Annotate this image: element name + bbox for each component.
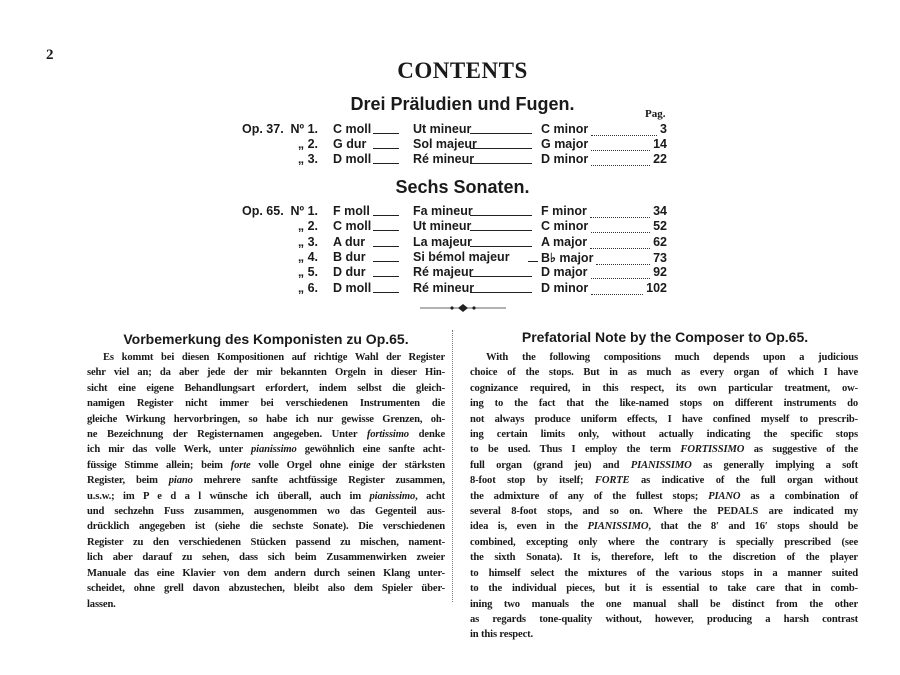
piece-number: „ 6. xyxy=(297,281,318,295)
contents-row xyxy=(0,152,900,167)
text-segment: as suggestive of the xyxy=(744,444,858,456)
contents-entry-english xyxy=(541,204,667,218)
dash-leader xyxy=(373,204,399,216)
page-link[interactable]: 3 xyxy=(660,122,667,136)
key-french: La majeur xyxy=(413,235,473,249)
key-english: D major xyxy=(541,265,588,279)
text-line xyxy=(470,627,858,642)
italic-term: FORTISSIMO xyxy=(680,444,745,456)
dash-leader xyxy=(470,235,532,247)
text-line xyxy=(87,504,445,519)
text-line xyxy=(87,412,445,427)
dash-leader xyxy=(373,152,399,164)
text-segment: , that the 8′ and 16′ stops should be xyxy=(648,521,858,533)
text-line xyxy=(87,396,445,411)
italic-term: PIANISSIMO xyxy=(587,521,649,533)
text-line xyxy=(470,427,858,442)
italic-term: pianissimo xyxy=(369,490,416,502)
dash-leader xyxy=(373,235,399,247)
text-segment: Es kommt bei diesen Kompositionen auf richtige Wahl der Register xyxy=(103,352,445,363)
piece-number: „ 5. xyxy=(297,265,318,279)
text-segment: denke xyxy=(408,429,445,441)
english-note-heading: Prefatorial Note by the Composer to Op.65. xyxy=(521,329,809,345)
text-line xyxy=(87,581,445,596)
contents-row xyxy=(0,250,900,265)
text-segment: the sixth Sonata). It is, therefore, left to the discretion of the player xyxy=(470,552,858,564)
text-segment: sehr viel an; da aber jede der mir bekannten Orgeln in dieser Hin- xyxy=(87,367,445,379)
italic-term: forte xyxy=(230,459,251,471)
italic-term: pianissimo xyxy=(251,444,297,456)
key-french: Fa mineur xyxy=(413,204,473,218)
key-german: D moll xyxy=(333,152,372,166)
dot-leader xyxy=(591,284,643,295)
page-link[interactable]: 92 xyxy=(653,265,667,279)
text-segment: as generally implying a soft xyxy=(691,459,858,471)
ornament-divider xyxy=(420,303,506,313)
page-link[interactable]: 73 xyxy=(653,251,667,265)
text-line xyxy=(87,519,445,534)
piece-number: Nº 1. xyxy=(290,204,318,218)
text-segment: as a combination of xyxy=(740,490,858,502)
text-line xyxy=(470,612,858,627)
page-link[interactable]: 14 xyxy=(653,137,667,151)
key-english: G major xyxy=(541,137,589,151)
text-segment: und sechzehn Fuss zusammen, ausgenommen wo das Gegenteil aus- xyxy=(87,506,445,518)
english-note-body xyxy=(470,350,858,643)
page-link[interactable]: 22 xyxy=(653,152,667,166)
text-segment: as indicative of the full organ without xyxy=(629,475,858,487)
text-segment: Register, beim xyxy=(87,475,169,487)
key-german: B dur xyxy=(333,250,366,264)
key-french: Si bémol majeur xyxy=(413,250,510,264)
text-segment: to be used. Thus I employ the term xyxy=(470,444,681,456)
text-segment: ing to the fact that the like-named stops on different instruments do xyxy=(470,398,858,410)
key-english: A major xyxy=(541,235,588,249)
text-segment: gleiche Wirkung hervorbringen, so habe ich nur gewisse Grenzen, oh- xyxy=(87,413,445,425)
piece-number: „ 3. xyxy=(297,235,318,249)
text-segment: gewöhnlich eine sanfte acht- xyxy=(296,444,445,456)
text-line xyxy=(87,350,445,365)
text-line xyxy=(470,442,858,457)
column-divider xyxy=(452,330,453,602)
piece-number: Nº 1. xyxy=(290,122,318,136)
text-line xyxy=(87,566,445,581)
key-english: F minor xyxy=(541,204,587,218)
text-segment: sicht eine eigene Behandlungsart erfordert, indem selbst die gleich- xyxy=(87,382,445,394)
dot-leader xyxy=(591,155,650,166)
text-line xyxy=(470,597,858,612)
dot-leader xyxy=(591,140,650,151)
key-english: D minor xyxy=(541,281,589,295)
dash-leader xyxy=(373,250,399,262)
key-german: D dur xyxy=(333,265,366,279)
text-segment: 8-foot stop by itself; xyxy=(470,475,595,487)
key-french: Sol majeur xyxy=(413,137,477,151)
text-segment: ing certain limits only, without actually indicating the specific stops xyxy=(470,429,858,441)
italic-term: PIANO xyxy=(708,490,741,502)
text-segment: drücklich angegeben ist (siehe die sechste Sonate). Die verschiedenen xyxy=(87,521,445,533)
piece-number: „ 2. xyxy=(297,219,318,233)
contents-row xyxy=(0,204,900,219)
section-heading-sonatas: Sechs Sonaten. xyxy=(395,177,530,197)
section-heading-preludes: Drei Präludien und Fugen. xyxy=(350,94,575,114)
contents-entry-english xyxy=(541,137,667,151)
text-segment: volle Orgel ohne einige der stärksten xyxy=(250,459,445,471)
text-segment: füssige Stimme allein; beim xyxy=(87,459,231,471)
contents-entry-english xyxy=(541,265,667,279)
page-link[interactable]: 34 xyxy=(653,204,667,218)
key-german: F moll xyxy=(333,204,370,218)
text-line xyxy=(87,427,445,442)
text-segment: scheidet, ohne grell davon abzustechen, bleibt also dem Spieler über- xyxy=(87,583,445,595)
dash-leader xyxy=(470,281,532,293)
text-line xyxy=(470,381,858,396)
text-segment: ich mir das volle Werk, unter xyxy=(87,444,251,456)
text-line xyxy=(470,489,858,504)
key-german: C moll xyxy=(333,219,372,233)
italic-term: piano xyxy=(168,475,193,487)
contents-entry-english xyxy=(541,250,667,265)
text-line xyxy=(87,365,445,380)
key-french: Ré majeur xyxy=(413,265,474,279)
text-segment: combined, excepting only where the contrary is specially prescribed (see xyxy=(470,536,858,548)
text-segment: not always produce uniform effects, I have confined myself to prescrib- xyxy=(470,413,858,425)
key-french: Ré mineur xyxy=(413,152,475,166)
text-segment: to the individual pieces, but it is essential to take care that in comb- xyxy=(470,583,858,595)
text-line xyxy=(470,396,858,411)
dot-leader xyxy=(591,222,650,233)
text-line xyxy=(470,504,858,519)
text-line xyxy=(470,581,858,596)
dash-leader xyxy=(470,122,532,134)
text-line xyxy=(470,519,858,534)
dash-leader xyxy=(470,219,532,231)
page-title: CONTENTS xyxy=(397,58,528,83)
dash-leader xyxy=(373,122,399,134)
text-line xyxy=(470,350,858,365)
text-segment: cognizance required, in this respect, its own particular treatment, ow- xyxy=(470,382,858,394)
text-line xyxy=(87,458,445,473)
dash-leader xyxy=(470,152,532,164)
contents-row xyxy=(0,281,900,296)
contents-entry-english xyxy=(541,152,667,166)
text-line xyxy=(470,566,858,581)
text-line xyxy=(87,489,445,504)
text-segment: lich aber darauf zu sehen, dass sich beim Zusammenwirken zweier xyxy=(87,552,445,564)
text-segment: choice of the stops. But in as much as every organ of which I have xyxy=(470,367,858,379)
key-french: Ut mineur xyxy=(413,122,472,136)
italic-term: PIANISSIMO xyxy=(630,459,692,471)
text-line xyxy=(470,365,858,380)
dash-leader xyxy=(373,219,399,231)
text-segment: in this respect. xyxy=(470,629,534,641)
key-german: G dur xyxy=(333,137,367,151)
contents-entry-english xyxy=(541,281,667,295)
text-line xyxy=(470,412,858,427)
opus-number: Op. 37. xyxy=(242,122,284,136)
text-segment: to himself select the mixtures of the various stops in a manner suited xyxy=(470,567,858,579)
german-note-body xyxy=(87,350,445,612)
dash-leader xyxy=(373,137,399,149)
text-line xyxy=(470,550,858,565)
italic-term: fortissimo xyxy=(366,429,409,441)
page-link[interactable]: 62 xyxy=(653,235,667,249)
text-segment: Manuale das eine Klavier von dem andern durch seinen Klang unter- xyxy=(87,567,445,579)
opus-number: Op. 65. xyxy=(242,204,284,218)
text-segment: several 8-foot stops, and so on. Where the PEDALS are indicated my xyxy=(470,506,858,518)
contents-row xyxy=(0,235,900,250)
text-segment: , acht xyxy=(415,490,445,502)
key-german: C moll xyxy=(333,122,372,136)
contents-row xyxy=(0,219,900,234)
dot-leader xyxy=(591,268,651,279)
contents-row xyxy=(0,265,900,280)
text-segment: namigen Register nicht immer bei verschiedenen Instrumenten die xyxy=(87,398,445,410)
dot-leader xyxy=(591,125,657,136)
text-line xyxy=(470,458,858,473)
text-line xyxy=(470,535,858,550)
text-line xyxy=(87,535,445,550)
key-german: A dur xyxy=(333,235,366,249)
piece-number: „ 2. xyxy=(297,137,318,151)
page-link[interactable]: 102 xyxy=(646,281,667,295)
text-line xyxy=(87,597,445,612)
text-line xyxy=(470,473,858,488)
piece-number: „ 4. xyxy=(297,250,318,264)
contents-entry-english xyxy=(541,122,667,136)
text-segment: Register zu den verschiedenen Stücken passend zu mischen, nament- xyxy=(87,536,445,548)
text-line xyxy=(87,550,445,565)
dash-leader xyxy=(470,137,532,149)
text-segment: u.s.w.; im P e d a l wünsche ich überall, auch im xyxy=(87,490,370,502)
text-segment: the admixture of any of the fullest stops; xyxy=(470,490,709,502)
key-french: Ut mineur xyxy=(413,219,472,233)
text-segment: as regards tone-quality without, however, producing a harsh contrast xyxy=(470,613,858,625)
key-english: C minor xyxy=(541,122,589,136)
text-segment: With the following compositions much depends upon a judicious xyxy=(486,352,858,363)
page-column-label: Pag. xyxy=(645,108,666,120)
dash-leader xyxy=(528,250,538,262)
german-note-heading: Vorbemerkung des Komponisten zu Op.65. xyxy=(123,331,409,347)
key-english: D minor xyxy=(541,152,589,166)
page-number: 2 xyxy=(46,47,54,63)
dot-leader xyxy=(590,207,650,218)
dot-leader xyxy=(596,254,650,265)
contents-row xyxy=(0,137,900,152)
text-segment: ining two manuals the one manual shall be distinct from the other xyxy=(470,598,858,610)
text-segment: lassen. xyxy=(87,598,116,610)
page-link[interactable]: 52 xyxy=(653,219,667,233)
dash-leader xyxy=(470,204,532,216)
text-segment: full organ (grand jeu) and xyxy=(470,459,631,471)
dot-leader xyxy=(590,238,650,249)
dash-leader xyxy=(373,265,399,277)
text-line xyxy=(87,381,445,396)
contents-entry-english xyxy=(541,235,667,249)
italic-term: FORTE xyxy=(594,475,630,487)
text-line xyxy=(87,442,445,457)
contents-row xyxy=(0,122,900,137)
text-segment: idea is, even in the xyxy=(470,521,588,533)
key-french: Ré mineur xyxy=(413,281,475,295)
piece-number: „ 3. xyxy=(297,152,318,166)
contents-entry-english xyxy=(541,219,667,233)
key-english: C minor xyxy=(541,219,589,233)
text-segment: ne Bezeichnung der Registernamen angegeben. Unter xyxy=(87,429,367,441)
key-german: D moll xyxy=(333,281,372,295)
text-line xyxy=(87,473,445,488)
dash-leader xyxy=(470,265,532,277)
dash-leader xyxy=(373,281,399,293)
text-segment: mehrere sanfte achtfüssige Register zusammen, xyxy=(192,475,445,487)
key-english: B♭ major xyxy=(541,251,594,265)
